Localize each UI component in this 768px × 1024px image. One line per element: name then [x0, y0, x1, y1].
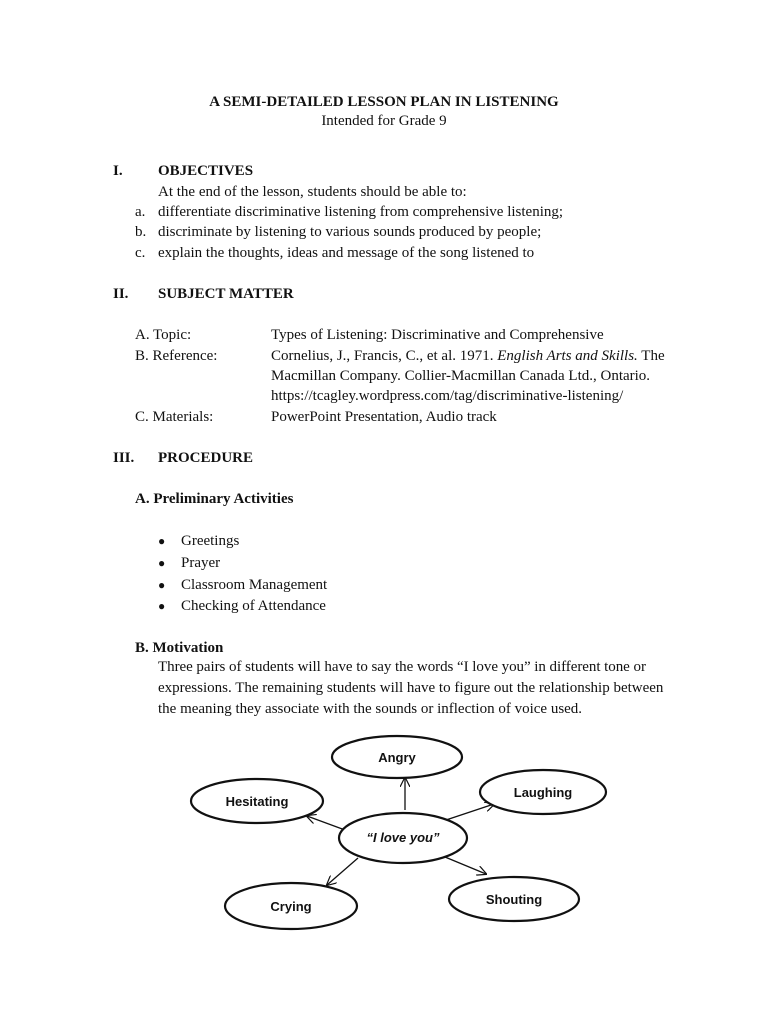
- subsection-heading-motivation: B. Motivation: [135, 640, 224, 656]
- voice-inflection-diagram: [0, 730, 768, 950]
- arrow-to-crying: [327, 858, 358, 885]
- materials-value: PowerPoint Presentation, Audio track: [271, 409, 497, 425]
- arrow-to-shouting: [445, 857, 486, 874]
- objective-letter: b.: [135, 224, 147, 240]
- activity-item: Classroom Management: [181, 577, 328, 593]
- document-title: A SEMI-DETAILED LESSON PLAN IN LISTENING: [209, 94, 559, 110]
- node-label: Angry: [378, 750, 416, 765]
- objective-item: discriminate by listening to various sounds produced by people;: [158, 224, 542, 240]
- center-node-label: “I love you”: [366, 830, 440, 845]
- subsection-heading-preliminary: A. Preliminary Activities: [135, 491, 294, 507]
- section-numeral-objectives: I.: [113, 163, 123, 179]
- section-heading-subject-matter: SUBJECT MATTER: [158, 286, 294, 302]
- node-hesitating: [191, 779, 323, 823]
- reference-authors: Cornelius, J., Francis, C., et al. 1971.: [271, 348, 498, 364]
- node-angry: [332, 736, 462, 778]
- bullet-dot: ●: [158, 599, 166, 613]
- reference-line-2: Macmillan Company. Collier-Macmillan Canada Ltd., Ontario.: [271, 368, 651, 384]
- activity-item: Checking of Attendance: [181, 598, 326, 614]
- objective-letter: c.: [135, 245, 146, 261]
- bullet-dot: ●: [158, 578, 166, 592]
- reference-book-title: English Arts and Skills.: [497, 348, 638, 364]
- node-label: Laughing: [513, 785, 573, 800]
- motivation-line: expressions. The remaining students will have to figure out the relationship between: [158, 680, 664, 696]
- center-node: [339, 813, 467, 863]
- reference-label: B. Reference:: [135, 348, 218, 364]
- reference-url: https://tcagley.wordpress.com/tag/discriminative-listening/: [271, 388, 624, 404]
- node-label: Shouting: [485, 892, 543, 907]
- objective-item: explain the thoughts, ideas and message of the song listened to: [158, 245, 535, 261]
- objective-letter: a.: [135, 204, 146, 220]
- node-shouting: [449, 877, 579, 921]
- bullet-dot: ●: [158, 534, 166, 548]
- objective-item: differentiate discriminative listening from comprehensive listening;: [158, 204, 564, 220]
- motivation-line: Three pairs of students will have to say the words “I love you” in different tone or: [158, 659, 646, 675]
- node-laughing: [480, 770, 606, 814]
- arrow-to-hesitating: [307, 816, 345, 830]
- node-crying: [225, 883, 357, 929]
- node-label: Crying: [270, 899, 312, 914]
- document-subtitle: Intended for Grade 9: [321, 113, 447, 129]
- bullet-dot: ●: [158, 556, 166, 570]
- motivation-line: the meaning they associate with the sounds or inflection of voice used.: [158, 701, 583, 717]
- section-heading-objectives: OBJECTIVES: [158, 163, 254, 179]
- section-heading-procedure: PROCEDURE: [158, 450, 254, 466]
- materials-label: C. Materials:: [135, 409, 214, 425]
- section-numeral-subject-matter: II.: [113, 286, 129, 302]
- reference-publisher-start: The: [637, 348, 665, 364]
- node-label: Hesitating: [225, 794, 289, 809]
- objectives-intro: At the end of the lesson, students should be able to:: [158, 184, 467, 200]
- topic-value: Types of Listening: Discriminative and Comprehensive: [271, 327, 604, 343]
- section-numeral-procedure: III.: [113, 450, 135, 466]
- reference-line-1: [271, 346, 665, 366]
- activity-item: Prayer: [181, 555, 221, 571]
- activity-item: Greetings: [181, 533, 240, 549]
- topic-label: A. Topic:: [135, 327, 192, 343]
